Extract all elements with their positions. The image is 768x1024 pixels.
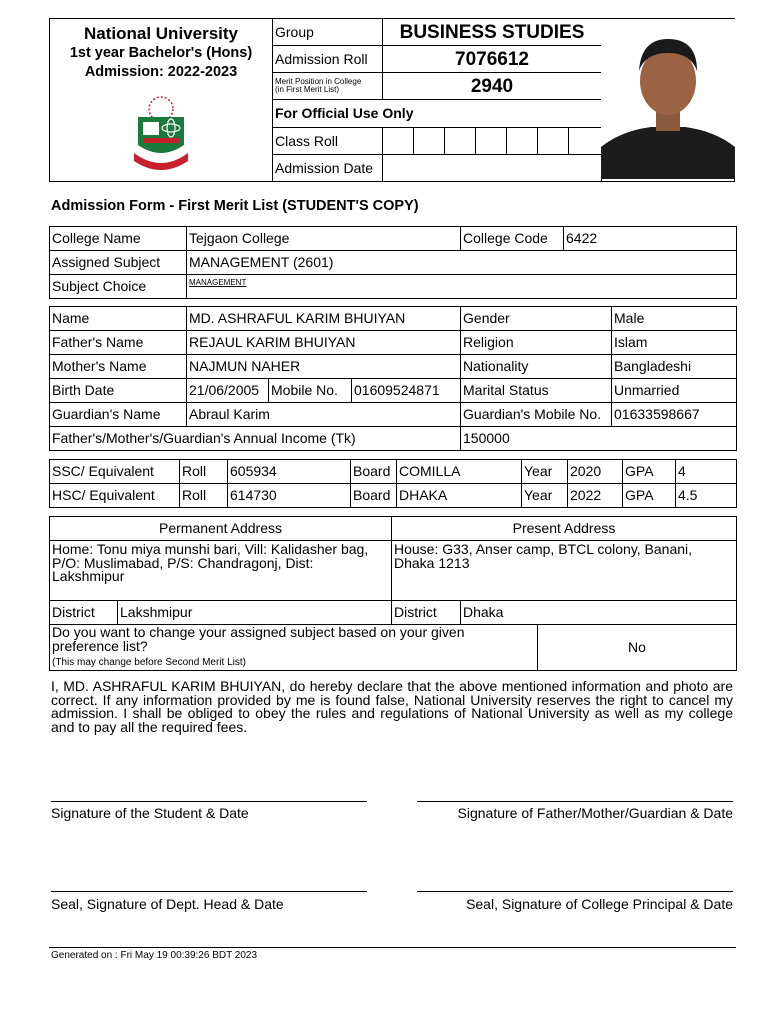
student-photo [601,19,735,179]
present-district-label: District [392,601,461,625]
exam-name: HSC/ Equivalent [50,484,180,508]
generated-timestamp: Generated on : Fri May 19 00:39:26 BDT 2023 [51,950,258,961]
father-name-value: REJAUL KARIM BHUIYAN [187,331,461,355]
college-code-label: College Code [461,227,564,251]
permanent-address: Home: Tonu miya munshi bari, Vill: Kalidasher bag, P/O: Muslimabad, P/S: Chandragonj, Dist: Lakshmipur [50,541,392,601]
assigned-subject-value: MANAGEMENT (2601) [187,251,737,275]
dept-signature-line [51,891,367,892]
official-use-label: For Official Use Only [273,100,602,128]
year-value: 2022 [568,484,623,508]
nationality-value: Bangladeshi [612,355,737,379]
exam-row [50,460,737,484]
mother-name-value: NAJMUN NAHER [187,355,461,379]
guardian-mobile-value: 01633598667 [612,403,737,427]
religion-label: Religion [461,331,612,355]
student-signature-line [51,801,367,802]
nationality-label: Nationality [461,355,612,379]
student-signature-label: Signature of the Student & Date [51,805,249,821]
roll-label: Roll [180,484,228,508]
university-block [50,24,272,82]
present-address: House: G33, Anser camp, BTCL colony, Banani, Dhaka 1213 [392,541,737,601]
principal-signature-line [417,891,733,892]
mother-name-label: Mother's Name [50,355,187,379]
exam-row [50,484,737,508]
guardian-signature-line [417,801,733,802]
gpa-label: GPA [623,460,676,484]
gpa-value: 4 [676,460,737,484]
subject-change-answer: No [538,625,737,671]
admission-session: Admission: 2022-2023 [84,64,238,80]
personal-info-table [49,306,737,451]
college-table [49,226,737,299]
subject-change-question: Do you want to change your assigned subject based on your given preference list? (This may change before Second Merit List) [50,625,538,671]
roll-value: 605934 [228,460,351,484]
college-name-label: College Name [50,227,187,251]
marital-status-label: Marital Status [461,379,612,403]
admission-date-label: Admission Date [273,155,383,182]
admission-date-box [383,155,602,182]
guardian-name-label: Guardian's Name [50,403,187,427]
present-address-title: Present Address [392,517,737,541]
logo-book-icon [143,122,159,135]
present-district-value: Dhaka [461,601,737,625]
father-name-label: Father's Name [50,331,187,355]
declaration-text: I, MD. ASHRAFUL KARIM BHUIYAN, do hereby declare that the above mentioned information and photo are correct. If any information provided by me is found false, National University reserves the right to cancel my admission. I shall be obliged to obey the rules and regulations of National University as well as my college and to pay all the required fees. [51,678,733,735]
guardian-mobile-label: Guardian's Mobile No. [461,403,612,427]
birth-date-label: Birth Date [50,379,187,403]
class-roll-label: Class Roll [273,128,383,155]
assigned-subject-label: Assigned Subject [50,251,187,275]
logo-ribbon-icon [134,153,188,170]
board-label: Board [351,460,397,484]
footer-divider [49,947,736,948]
exam-name: SSC/ Equivalent [50,460,180,484]
header-info-table [272,18,602,182]
university-name: National University [84,24,238,43]
university-logo [130,95,192,175]
form-title: Admission Form - First Merit List (STUDENT'S COPY) [51,198,419,214]
guardian-name-value: Abraul Karim [187,403,461,427]
year-label: Year [522,460,568,484]
dept-signature-label: Seal, Signature of Dept. Head & Date [51,896,284,912]
question-note: (This may change before Second Merit List) [52,657,246,668]
gpa-value: 4.5 [676,484,737,508]
name-value: MD. ASHRAFUL KARIM BHUIYAN [187,307,461,331]
subject-choice-label: Subject Choice [50,275,187,299]
year-label: Year [522,484,568,508]
mobile-value: 01609524871 [352,379,461,403]
religion-value: Islam [612,331,737,355]
birth-date-value: 21/06/2005 [187,379,269,403]
board-value: DHAKA [397,484,522,508]
gender-value: Male [612,307,737,331]
annual-income-label: Father's/Mother's/Guardian's Annual Income (Tk) [50,427,461,451]
principal-signature-label: Seal, Signature of College Principal & Date [466,896,733,912]
permanent-district-value: Lakshmipur [118,601,392,625]
gender-label: Gender [461,307,612,331]
admission-roll-value: 7076612 [383,46,602,73]
college-name-value: Tejgaon College [187,227,461,251]
class-roll-box [383,128,414,155]
merit-position-value: 2940 [383,73,602,100]
marital-status-value: Unmarried [612,379,737,403]
program-name: 1st year Bachelor's (Hons) [69,45,253,61]
merit-position-label: Merit Position in College (in First Merit List) [273,73,383,100]
name-label: Name [50,307,187,331]
group-label: Group [273,19,383,46]
college-code-value: 6422 [564,227,737,251]
board-label: Board [351,484,397,508]
mobile-label: Mobile No. [269,379,352,403]
year-value: 2020 [568,460,623,484]
admission-roll-label: Admission Roll [273,46,383,73]
group-value: BUSINESS STUDIES [383,19,602,46]
gpa-label: GPA [623,484,676,508]
annual-income-value: 150000 [461,427,737,451]
subject-choice-value: MANAGEMENT [187,275,737,299]
board-value: COMILLA [397,460,522,484]
permanent-district-label: District [50,601,118,625]
address-table [49,516,737,671]
roll-label: Roll [180,460,228,484]
guardian-signature-label: Signature of Father/Mother/Guardian & Date [457,805,733,821]
roll-value: 614730 [228,484,351,508]
permanent-address-title: Permanent Address [50,517,392,541]
exam-results-table [49,459,737,508]
